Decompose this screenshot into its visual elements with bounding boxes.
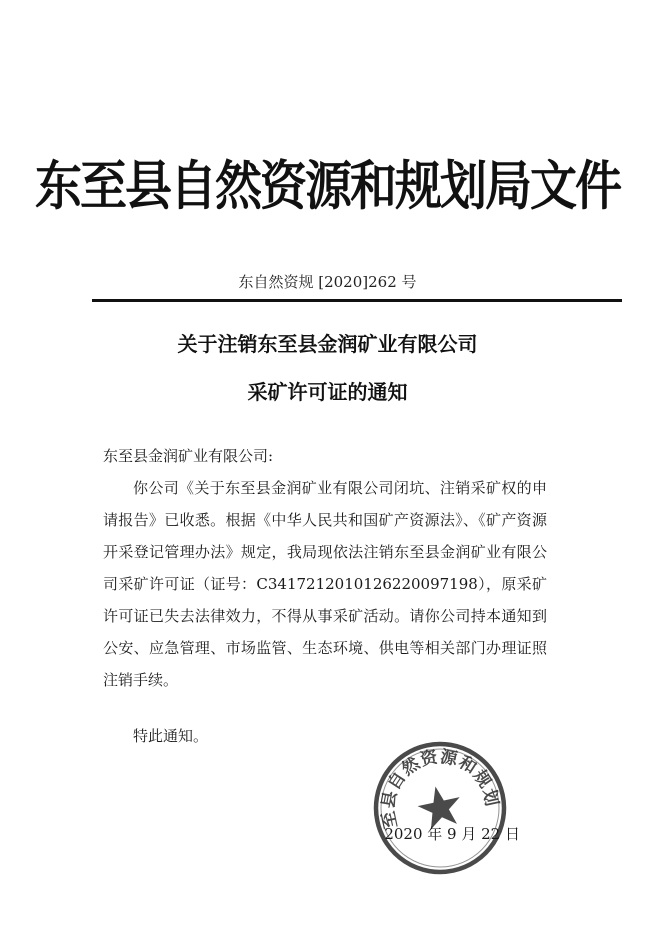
document-title-line-1: 关于注销东至县金润矿业有限公司 <box>177 332 478 356</box>
addressee: 东至县金润矿业有限公司: <box>103 447 274 465</box>
organization-header: 东至县自然资源和规划局文件 <box>35 155 620 218</box>
official-seal-icon <box>370 738 510 878</box>
seal-text: 东至县自然资源和规划局 <box>378 746 502 831</box>
closing-remark: 特此通知。 <box>133 727 209 745</box>
document-title-line-2: 采矿许可证的通知 <box>247 380 408 404</box>
document-number: 东自然资规 [2020]262 号 <box>238 273 417 291</box>
header-divider <box>92 299 622 302</box>
body-paragraph: 你公司《关于东至县金润矿业有限公司闭坑、注销采矿权的申请报告》已收悉。根据《中华人民共和国矿产资源法》、《矿产资源开采登记管理办法》规定，我局现依法注销东至县金润矿业有限公司采矿许可证（证号：C3417212010126220097198），原采矿许可证已失去法律效力，不得从事采矿活动。请你公司持本通知到公安、应急管理、市场监管、生态环境、供电等相关部门办理证照注销手续。 <box>103 479 547 689</box>
signature-date: 2020 年 9 月 22 日 <box>384 825 520 843</box>
